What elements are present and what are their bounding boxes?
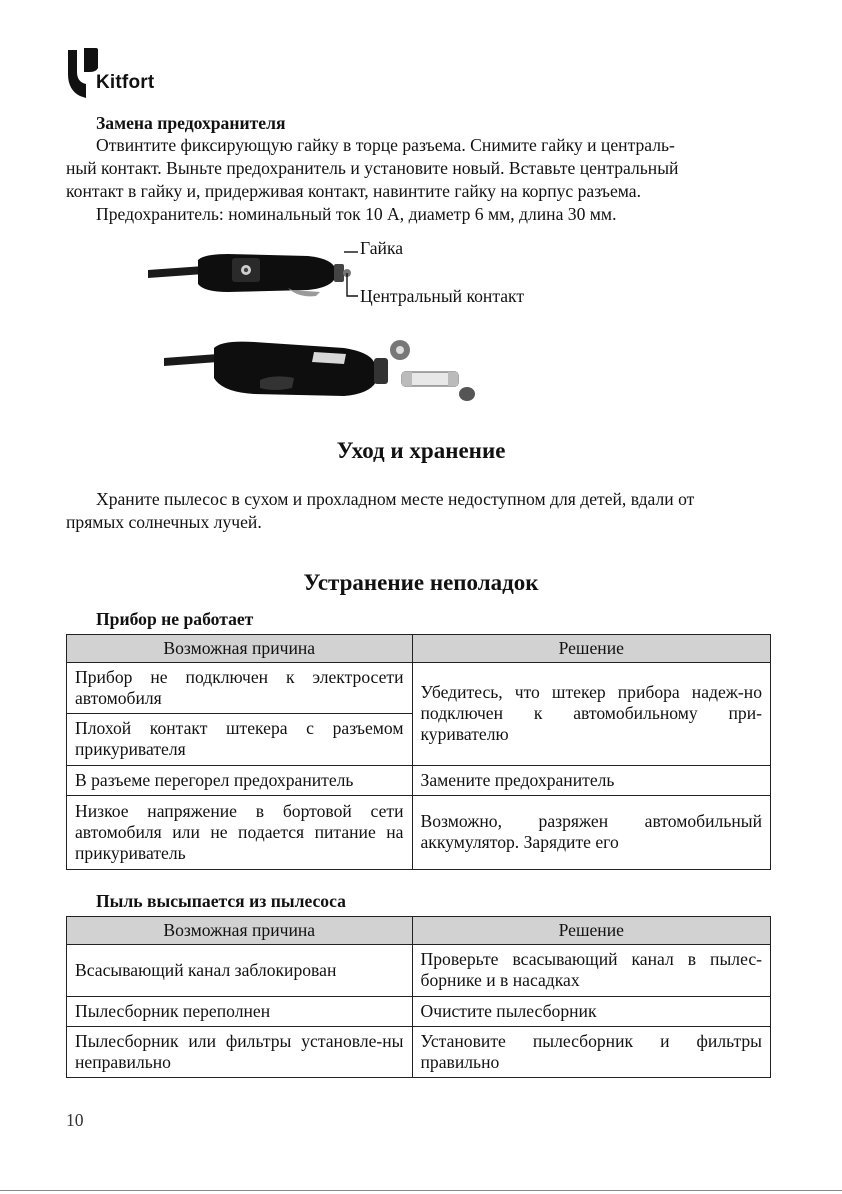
table2-heading: Пыль высыпается из пылесоса <box>96 891 346 911</box>
fuse-text-line2: ный контакт. Выньте предохранитель и установите новый. Вставьте центральный <box>66 158 679 178</box>
car-plug-disassembled-image <box>164 334 494 414</box>
cause-cell: Пылесборник или фильтры установле-ны неправильно <box>67 1027 413 1078</box>
solution-cell: Замените предохранитель <box>412 766 771 796</box>
troubleshooting-title: Устранение неполадок <box>303 570 539 595</box>
car-plug-assembled-image <box>148 240 358 310</box>
troubleshooting-table-dust-leaks <box>66 916 771 1078</box>
table-row <box>67 997 771 1027</box>
care-title: Уход и хранение <box>336 438 506 463</box>
table-row <box>67 1027 771 1078</box>
page-bottom-rule <box>0 1190 842 1191</box>
solution-cell: Возможно, разряжен автомобильный аккумулятор. Зарядите его <box>412 796 771 870</box>
brand-name: Kitfort <box>96 72 155 93</box>
solution-cell: Убедитесь, что штекер прибора надеж-но подключен к автомобильному при-куривателю <box>412 663 771 766</box>
table-header-row <box>67 917 771 945</box>
cause-cell: В разъеме перегорел предохранитель <box>67 766 413 796</box>
cause-cell: Всасывающий канал заблокирован <box>67 945 413 997</box>
cause-cell: Прибор не подключен к электросети автомобиля <box>67 663 413 714</box>
cause-cell: Плохой контакт штекера с разъемом прикуривателя <box>67 714 413 766</box>
page-number: 10 <box>66 1110 84 1130</box>
column-header-cause: Возможная причина <box>67 917 413 945</box>
column-header-solution: Решение <box>412 917 770 945</box>
table1-heading: Прибор не работает <box>96 609 254 629</box>
cause-cell: Пылесборник переполнен <box>67 997 413 1027</box>
solution-cell: Проверьте всасывающий канал в пылес-борнике и в насадках <box>412 945 770 997</box>
fuse-text-line3: контакт в гайку и, придерживая контакт, навинтите гайку на корпус разъема. <box>66 181 641 201</box>
label-nut: Гайка <box>360 238 404 258</box>
column-header-solution: Решение <box>412 635 771 663</box>
cause-cell: Низкое напряжение в бортовой сети автомобиля или не подается питание на прикуриватель <box>67 796 413 870</box>
fuse-heading: Замена предохранителя <box>96 113 286 133</box>
table-row <box>67 766 771 796</box>
label-central-contact: Центральный контакт <box>360 286 525 306</box>
solution-cell: Очистите пылесборник <box>412 997 770 1027</box>
care-text-line1: Храните пылесос в сухом и прохладном месте недоступном для детей, вдали от <box>96 489 695 509</box>
care-text-line2: прямых солнечных лучей. <box>66 512 262 532</box>
fuse-spec: Предохранитель: номинальный ток 10 А, диаметр 6 мм, длина 30 мм. <box>96 204 617 224</box>
troubleshooting-table-device-not-working <box>66 634 771 870</box>
column-header-cause: Возможная причина <box>67 635 413 663</box>
table-row <box>67 663 771 714</box>
solution-cell: Установите пылесборник и фильтры правильно <box>412 1027 770 1078</box>
fuse-text-line1: Отвинтите фиксирующую гайку в торце разъема. Снимите гайку и централь- <box>96 135 675 155</box>
table-header-row <box>67 635 771 663</box>
table-row <box>67 796 771 870</box>
table-row <box>67 945 771 997</box>
